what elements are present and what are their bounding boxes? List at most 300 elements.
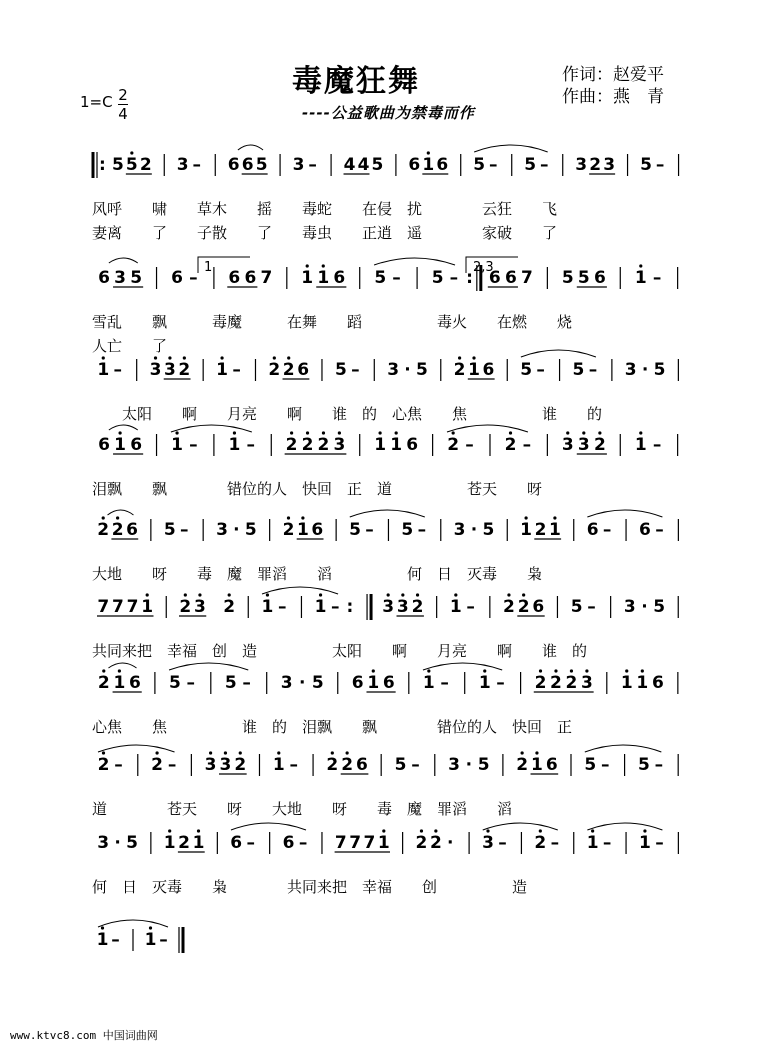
octave-dot [372, 669, 375, 672]
note: – [536, 360, 545, 380]
note: 3 [114, 268, 127, 288]
octave-dot [566, 431, 569, 434]
note: 2 [223, 597, 236, 617]
score-system [92, 145, 679, 242]
octave-dot [287, 356, 290, 359]
note: 6 [351, 673, 364, 693]
note: 5 [163, 520, 176, 540]
note: 6 [171, 268, 183, 288]
note: – [652, 435, 662, 455]
note: 2 [285, 435, 298, 455]
octave-dot [118, 431, 121, 434]
octave-dot [183, 356, 186, 359]
octave-dot [483, 669, 486, 672]
octave-dot [331, 751, 334, 754]
note: 2 [429, 833, 442, 853]
slur-arc [108, 663, 136, 668]
octave-dot [224, 751, 227, 754]
note: 5 [477, 755, 490, 775]
octave-dot [306, 431, 309, 434]
note: 3 [561, 435, 574, 455]
octave-dot [641, 669, 644, 672]
note: · [233, 520, 240, 540]
note: 2 [534, 520, 547, 540]
note: · [447, 833, 454, 853]
note: 1 [96, 930, 109, 950]
score-system [92, 587, 678, 660]
note: 1 [272, 755, 285, 775]
note: – [365, 520, 374, 540]
note: 6 [311, 520, 324, 540]
note: 5 [349, 520, 361, 540]
octave-dot [639, 264, 642, 267]
note: 2 [97, 755, 110, 775]
note: 6 [130, 435, 143, 455]
note: 3 [603, 155, 616, 175]
tie-arc [483, 823, 558, 830]
note: 1 [449, 597, 462, 617]
octave-dot [102, 356, 105, 359]
note: 2 [534, 833, 547, 853]
note: · [641, 597, 648, 617]
octave-dot [582, 431, 585, 434]
octave-dot [591, 829, 594, 832]
volta-label-1: 1 [204, 260, 213, 275]
lyric-line: 人亡 了 [92, 337, 168, 355]
note: 5 [401, 520, 414, 540]
note: 2 [268, 360, 281, 380]
octave-dot [301, 516, 304, 519]
octave-dot [553, 516, 556, 519]
octave-dot [452, 431, 455, 434]
score-system [92, 350, 678, 423]
note: – [588, 360, 598, 380]
octave-dot [290, 431, 293, 434]
note: 3 [577, 435, 590, 455]
octave-dot [458, 356, 461, 359]
note: 5 [520, 360, 533, 380]
note: – [522, 435, 532, 455]
note: – [602, 833, 612, 853]
note: – [331, 597, 340, 617]
tie-arc [171, 425, 252, 432]
tie-arc [447, 425, 528, 432]
note: 3 [219, 755, 232, 775]
note: – [242, 673, 251, 693]
note: 5 [374, 268, 387, 288]
octave-dot [197, 829, 200, 832]
note: 1 [377, 833, 390, 853]
note: – [289, 755, 299, 775]
note: 1 [144, 930, 157, 950]
note: – [192, 155, 202, 175]
note: 3 [482, 833, 494, 853]
note: 1 [141, 597, 154, 617]
octave-dot [146, 593, 149, 596]
note: – [440, 673, 449, 693]
note: 3 [176, 155, 189, 175]
slur-arc [109, 425, 138, 430]
note: – [232, 360, 241, 380]
note: 3 [624, 360, 637, 380]
octave-dot [277, 751, 280, 754]
slur-arc [109, 258, 138, 263]
note: 1 [261, 597, 274, 617]
note: 5 [126, 833, 138, 853]
note: – [351, 360, 360, 380]
note: 2 [504, 435, 517, 455]
note: – [449, 268, 459, 288]
octave-dot [102, 751, 105, 754]
note: – [655, 155, 665, 175]
note: – [167, 755, 177, 775]
note: 1 [374, 435, 387, 455]
note: – [417, 520, 427, 540]
octave-dot [155, 751, 158, 754]
note: 5 [169, 673, 181, 693]
score-system [92, 663, 678, 736]
octave-dot [625, 669, 628, 672]
note: 7 [260, 268, 273, 288]
note: 6 [126, 520, 138, 540]
octave-dot [154, 356, 157, 359]
time-signature-top: 2 [118, 86, 128, 104]
note: 5 [524, 155, 537, 175]
score-system [92, 257, 678, 355]
repeat-dots: : [99, 155, 106, 175]
note: 2 [282, 520, 295, 540]
octave-dot [387, 593, 390, 596]
note: 4 [343, 155, 356, 175]
note: 1 [216, 360, 228, 380]
score-system [92, 425, 678, 498]
note: 6 [98, 435, 110, 455]
tie-arc [169, 663, 248, 670]
note: 6 [356, 755, 368, 775]
note: – [159, 930, 168, 950]
note: 3 [280, 673, 293, 693]
note: – [601, 755, 610, 775]
note: 1 [97, 360, 110, 380]
note: 6 [593, 268, 606, 288]
note: 6 [639, 520, 651, 540]
note: 5 [572, 360, 585, 380]
note: 2 [151, 755, 164, 775]
note: 2 [516, 755, 529, 775]
octave-dot [427, 669, 430, 672]
note: 7 [334, 833, 347, 853]
note: 2 [589, 155, 602, 175]
note: 6 [244, 268, 257, 288]
octave-dot [643, 829, 646, 832]
octave-dot [233, 431, 236, 434]
octave-dot [322, 264, 325, 267]
note: – [278, 597, 287, 617]
lyric-line: 太阳 啊 月亮 啊 谁 的 心焦 焦 谁 的 [92, 405, 603, 423]
note: – [466, 597, 475, 617]
note: 2 [411, 597, 424, 617]
octave-dot [319, 593, 322, 596]
note: 1 [171, 435, 183, 455]
note: 2 [503, 597, 515, 617]
octave-dot [130, 151, 133, 154]
note: 6 [408, 155, 421, 175]
octave-dot [266, 593, 269, 596]
note: – [655, 520, 664, 540]
note: – [111, 930, 120, 950]
octave-dot [570, 669, 573, 672]
note: 5 [334, 360, 347, 380]
tie-arc [587, 510, 662, 517]
note: 1 [390, 435, 403, 455]
note: – [180, 520, 189, 540]
note: · [470, 520, 478, 540]
note: 6 [532, 597, 545, 617]
note: 1 [422, 155, 435, 175]
note: 3 [194, 597, 206, 617]
tie-arc [587, 823, 662, 830]
note: 2 [447, 435, 460, 455]
note: 2 [301, 435, 314, 455]
slur-arc [238, 145, 263, 150]
lyric-line: 心焦 焦 谁 的 泪飘 飘 错位的人 快回 正 [92, 718, 573, 736]
octave-dot [118, 669, 121, 672]
note: 1 [634, 435, 647, 455]
note: 3 [149, 360, 162, 380]
note: 2 [282, 360, 295, 380]
note: 1 [639, 833, 651, 853]
composer-credit: 作曲：燕 青 [562, 87, 664, 107]
note: 1 [422, 673, 435, 693]
note: 5 [371, 155, 384, 175]
note: 2 [97, 673, 110, 693]
note: 5 [394, 755, 407, 775]
octave-dot [198, 593, 201, 596]
note: – [550, 833, 560, 853]
note: 1 [113, 673, 126, 693]
tie-arc [262, 587, 338, 594]
octave-dot [116, 516, 119, 519]
octave-dot [598, 431, 601, 434]
note: 2 [341, 755, 354, 775]
note: 6 [227, 155, 240, 175]
note: 3 [164, 360, 176, 380]
time-signature-bottom: 4 [118, 105, 128, 123]
note: – [654, 755, 664, 775]
octave-dot [554, 669, 557, 672]
note: 1 [531, 755, 543, 775]
octave-dot [472, 356, 475, 359]
note: 7 [363, 833, 376, 853]
note: 1 [163, 833, 176, 853]
note: 1 [192, 833, 205, 853]
octave-dot [346, 751, 349, 754]
tie-arc [98, 745, 175, 752]
lyric-line: 雪乱 飘 毒魔 在舞 蹈 毒火 在燃 烧 [92, 313, 573, 331]
note: – [298, 833, 308, 853]
octave-dot [420, 829, 423, 832]
octave-dot [427, 151, 430, 154]
octave-dot [209, 751, 212, 754]
octave-dot [220, 356, 223, 359]
note: – [246, 833, 256, 853]
note: – [189, 268, 198, 288]
octave-dot [168, 829, 171, 832]
note: 5 [584, 755, 597, 775]
octave-dot [524, 516, 527, 519]
lyric-line: 道 苍天 呀 大地 呀 毒 魔 罪滔 滔 [92, 800, 513, 818]
note: 2 [326, 755, 339, 775]
octave-dot [539, 669, 542, 672]
lyric-line: 大地 呀 毒 魔 罪滔 滔 何 日 灭毒 枭 [92, 565, 543, 583]
note: 1 [586, 833, 599, 853]
note: 6 [482, 360, 495, 380]
lyricist-credit: 作词：赵爱平 [562, 65, 664, 85]
note: – [411, 755, 420, 775]
note: 6 [98, 268, 110, 288]
note: 5 [561, 268, 574, 288]
note: 6 [651, 673, 664, 693]
note: 1 [367, 673, 380, 693]
tie-arc [521, 350, 596, 357]
note: 6 [382, 673, 395, 693]
octave-dot [521, 751, 524, 754]
note: 5 [311, 673, 324, 693]
note: 3 [204, 755, 217, 775]
octave-dot [382, 829, 385, 832]
note: 3 [575, 155, 588, 175]
note: 6 [297, 360, 310, 380]
note: 2 [534, 673, 547, 693]
lyric-line: 泪飘 飘 错位的人 快回 正 道 苍天 呀 [92, 480, 543, 498]
volta-label-2: 2,3 [473, 260, 494, 275]
note: 5 [637, 755, 650, 775]
octave-dot [175, 431, 178, 434]
octave-dot [338, 431, 341, 434]
note: 1 [478, 673, 491, 693]
octave-dot [102, 516, 105, 519]
score-system [92, 510, 678, 583]
score-system [92, 823, 678, 896]
note: 7 [126, 597, 139, 617]
note: – [113, 360, 123, 380]
note: 7 [349, 833, 362, 853]
note: – [652, 268, 662, 288]
note: 6 [230, 833, 243, 853]
note: 6 [545, 755, 558, 775]
note: – [186, 673, 195, 693]
octave-dot [379, 431, 382, 434]
note: 6 [129, 673, 141, 693]
note: 2 [97, 520, 110, 540]
note: 1 [520, 520, 533, 540]
octave-dot [522, 593, 525, 596]
octave-dot [306, 264, 309, 267]
note: 1 [301, 268, 314, 288]
note: – [498, 833, 507, 853]
note: 2 [593, 435, 606, 455]
note: 2 [234, 755, 247, 775]
note: – [587, 597, 596, 617]
note: – [496, 673, 505, 693]
note: 6 [488, 268, 501, 288]
song-subtitle: ----公益歌曲为禁毒而作 [302, 104, 475, 122]
note: : [346, 597, 354, 617]
octave-dot [486, 829, 489, 832]
tie-arc [350, 510, 425, 517]
octave-dot [102, 669, 105, 672]
note: 5 [473, 155, 486, 175]
note: · [298, 673, 306, 693]
note: · [404, 360, 411, 380]
note: – [489, 155, 498, 175]
note: 2 [178, 360, 191, 380]
note: 3 [387, 360, 400, 380]
octave-dot [535, 751, 538, 754]
note: 2 [565, 673, 578, 693]
note: 1 [314, 597, 327, 617]
octave-dot [416, 593, 419, 596]
note: – [465, 435, 474, 455]
note: 2 [550, 673, 562, 693]
tie-arc [374, 258, 455, 265]
note: 1 [636, 673, 649, 693]
note: 5 [653, 597, 666, 617]
note: 6 [504, 268, 517, 288]
note: 2 [179, 597, 192, 617]
tie-arc [423, 663, 502, 670]
repeat-dots: : [466, 268, 473, 288]
octave-dot [322, 431, 325, 434]
octave-dot [184, 593, 187, 596]
note: 5 [244, 520, 257, 540]
slur-arc [108, 510, 134, 515]
note: 6 [333, 268, 346, 288]
note: 3 [453, 520, 466, 540]
octave-dot [239, 751, 242, 754]
note: 5 [130, 268, 143, 288]
note: 1 [228, 435, 241, 455]
note: – [602, 520, 612, 540]
note: 2 [317, 435, 330, 455]
score-system [97, 920, 183, 953]
note: 2 [453, 360, 466, 380]
note: · [641, 360, 649, 380]
octave-dot [585, 669, 588, 672]
note: 5 [224, 673, 237, 693]
tie-arc [231, 823, 306, 830]
note: 3 [292, 155, 305, 175]
octave-dot [454, 593, 457, 596]
note: 5 [653, 360, 666, 380]
note: 3 [216, 520, 228, 540]
note: 5 [416, 360, 428, 380]
lyric-line: 共同来把 幸福 创 造 太阳 啊 月亮 啊 谁 的 [92, 642, 588, 660]
note: 5 [125, 155, 138, 175]
note: 2 [139, 155, 152, 175]
note: 6 [228, 268, 241, 288]
lyric-line: 何 日 灭毒 枭 共同来把 幸福 创 造 [92, 878, 528, 896]
octave-dot [401, 593, 404, 596]
octave-dot [539, 829, 542, 832]
octave-dot [639, 431, 642, 434]
octave-dot [434, 829, 437, 832]
note: 1 [296, 520, 309, 540]
note: 6 [586, 520, 599, 540]
note: – [540, 155, 549, 175]
note: 5 [431, 268, 444, 288]
tie-arc [474, 145, 548, 152]
